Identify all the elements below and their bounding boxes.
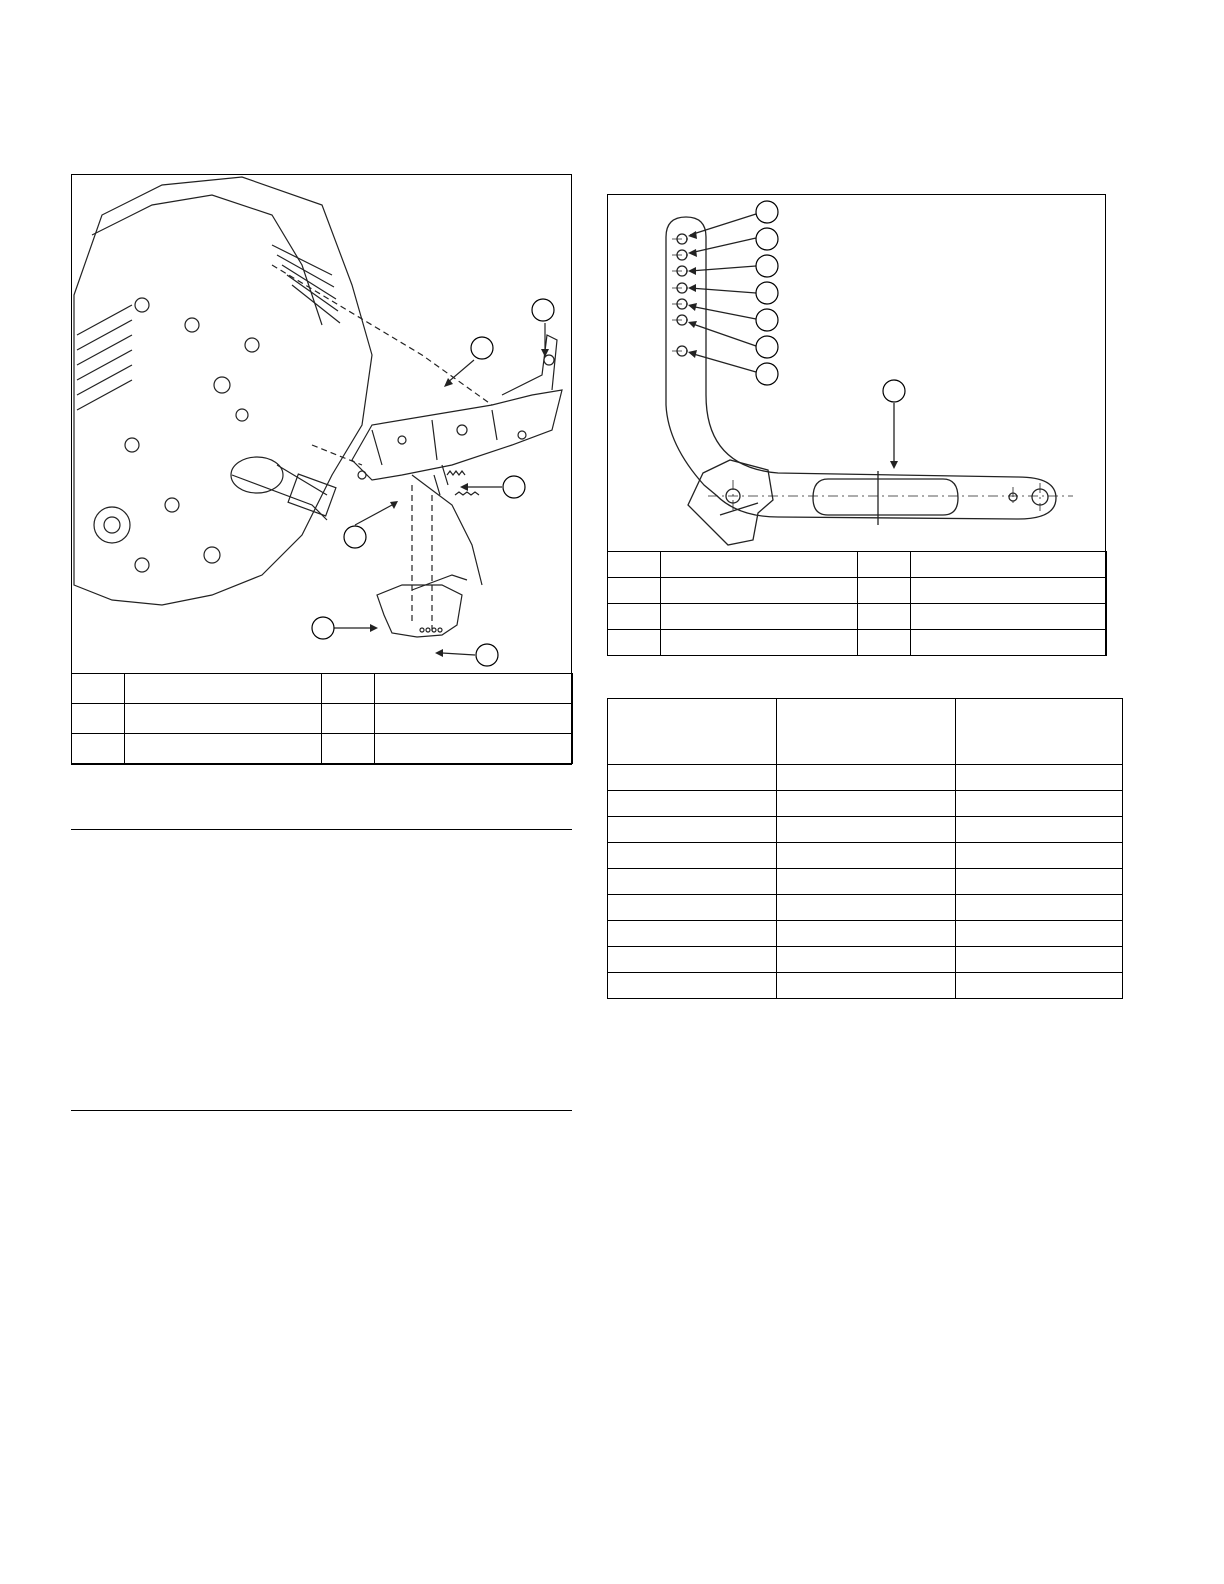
table-row [72,734,573,764]
table-cell [956,973,1123,999]
table-cell [858,630,911,656]
table-row [72,674,573,704]
table-row [608,765,1123,791]
table-row [608,630,1107,656]
section-divider [71,829,572,830]
table-cell [125,704,322,734]
table-row [608,921,1123,947]
right-figure-legend-table [607,551,1107,656]
table-cell [777,921,956,947]
table-cell [911,630,1107,656]
callout-circle [883,380,905,402]
table-cell [777,895,956,921]
table-row [608,947,1123,973]
table-cell [956,765,1123,791]
table-cell [608,630,661,656]
table-cell [777,765,956,791]
table-cell [375,674,573,704]
table-cell [661,578,858,604]
table-cell [777,843,956,869]
callout-circle [756,201,778,223]
table-header-row [608,699,1123,765]
callout-circle [312,617,334,639]
table-cell [322,734,375,764]
table-cell [375,704,573,734]
table-cell [777,791,956,817]
table-row [608,869,1123,895]
table-header-cell [608,699,777,765]
callout-circle [344,526,366,548]
table-row [608,817,1123,843]
table-cell [777,973,956,999]
table-header-cell [956,699,1123,765]
table-cell [125,674,322,704]
table-cell [608,791,777,817]
table-cell [608,765,777,791]
table-cell [375,734,573,764]
table-cell [72,674,125,704]
table-row [608,791,1123,817]
callout-circle [756,255,778,277]
table-cell [72,704,125,734]
callout-circle [756,309,778,331]
table-row [608,604,1107,630]
table-cell [956,869,1123,895]
callout-circle [756,282,778,304]
table-cell [911,552,1107,578]
table-cell [72,734,125,764]
table-cell [858,578,911,604]
table-cell [858,604,911,630]
table-cell [956,843,1123,869]
table-cell [322,704,375,734]
table-cell [956,895,1123,921]
table-cell [608,578,661,604]
table-cell [608,973,777,999]
table-cell [956,921,1123,947]
callout-circle [532,299,554,321]
table-cell [608,843,777,869]
left-figure-legend-table [71,673,573,764]
governor-lever-diagram [608,195,1105,553]
table-cell [956,791,1123,817]
table-cell [608,921,777,947]
table-cell [608,895,777,921]
table-cell [322,674,375,704]
table-cell [777,817,956,843]
table-row [608,895,1123,921]
table-cell [956,947,1123,973]
table-cell [608,552,661,578]
callout-circle [476,644,498,666]
table-cell [911,604,1107,630]
table-cell [661,630,858,656]
table-cell [858,552,911,578]
table-row [608,552,1107,578]
table-cell [608,817,777,843]
table-cell [661,604,858,630]
callout-circle [503,476,525,498]
callout-circle [471,337,493,359]
engine-linkage-illustration [72,175,571,672]
section-divider [71,1110,572,1111]
callout-circle [756,228,778,250]
spec-table [607,698,1123,999]
table-row [608,973,1123,999]
table-cell [911,578,1107,604]
table-header-cell [777,699,956,765]
table-cell [777,869,956,895]
table-cell [608,869,777,895]
callout-circle [756,363,778,385]
table-cell [661,552,858,578]
table-cell [608,604,661,630]
callout-circle [756,336,778,358]
table-cell [125,734,322,764]
table-cell [608,947,777,973]
table-row [608,843,1123,869]
table-cell [956,817,1123,843]
table-row [608,578,1107,604]
table-row [72,704,573,734]
table-cell [777,947,956,973]
